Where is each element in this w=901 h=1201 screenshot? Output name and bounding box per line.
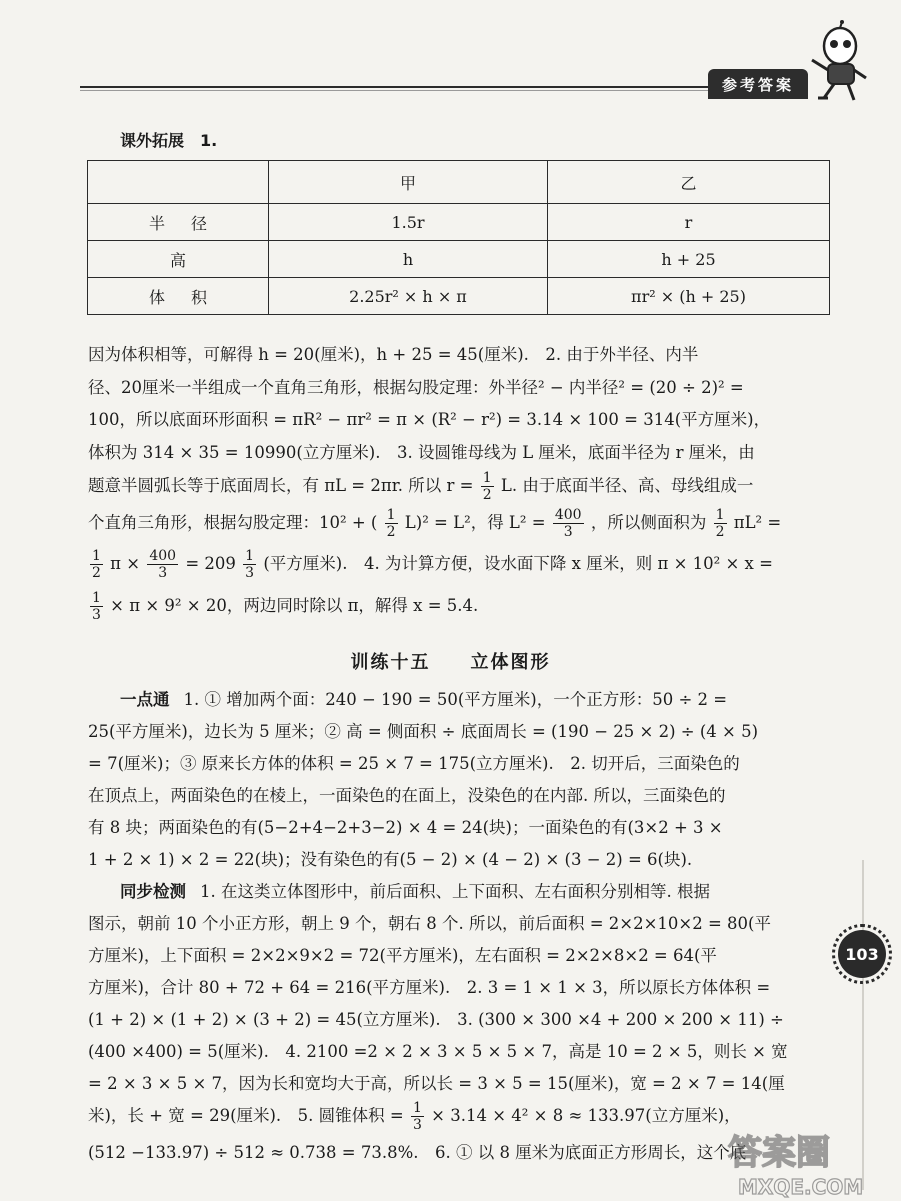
text-line: 图示，朝前 10 个小正方形，朝上 9 个，朝右 8 个. 所以，前后面积 = 2×2×10×2 = 80(平 xyxy=(88,914,771,933)
text-line-with-fraction: 个直角三角形，根据勾股定理：10² + ( $\frac{1}{2}$ L)² = L²，得 L² = $\frac{400}{3}$ ，所以侧面积为 $\frac{1}{2}$ πL² = xyxy=(88,507,782,540)
header-tab-reference-answers: 参考答案 xyxy=(708,69,808,99)
watermark-top-text: 答案圈 xyxy=(728,1133,830,1173)
table-row xyxy=(88,161,830,204)
header-rule-thin xyxy=(80,90,712,91)
text-line: = 7(厘米)；③ 原来长方体的体积 = 25 × 7 = 175(立方厘米). 2. 切开后，三面染色的 xyxy=(88,754,740,773)
fraction: $\frac{400}{3}$ xyxy=(149,548,177,581)
fraction: $\frac{1}{2}$ xyxy=(386,507,396,540)
table-cell: πr² × (h + 25) xyxy=(548,278,830,315)
fraction: $\frac{400}{3}$ xyxy=(554,507,582,540)
text-line: 在顶点上，两面染色的在棱上，一面染色的在面上，没染色的在内部. 所以，三面染色的 xyxy=(88,786,726,805)
section-label-extension: 课外拓展 1. xyxy=(120,131,218,150)
table-cell: h xyxy=(269,241,548,278)
table-header-cell: 甲 xyxy=(269,161,548,204)
fraction: $\frac{1}{3}$ xyxy=(92,590,101,623)
table-row xyxy=(88,241,830,278)
text-line: 25(平方厘米)，边长为 5 厘米；② 高 = 侧面积 ÷ 底面周长 = (190 − 25 × 2) ÷ (4 × 5) xyxy=(88,722,759,741)
text-line: (400 ×400) = 5(厘米). 4. 2100 =2 × 2 × 3 × 5 × 5 × 7，高是 10 = 2 × 5，则长 × 宽 xyxy=(88,1042,788,1061)
text-line: 径、20厘米一半组成一个直角三角形，根据勾股定理：外半径² − 内半径² = (20 ÷ 2)² = xyxy=(88,378,744,397)
table-cell: 体积 xyxy=(88,278,269,315)
text-line: 一点通 1. ① 增加两个面：240 − 190 = 50(平方厘米)，一个正方形：50 ÷ 2 = xyxy=(120,690,728,709)
text-line: 方厘米)，合计 80 + 72 + 64 = 216(平方厘米). 2. 3 = 1 × 1 × 3，所以原长方体体积 = xyxy=(88,978,771,997)
lesson-title: 训练十五 立体图形 xyxy=(350,652,551,673)
header-rule xyxy=(80,86,712,88)
table-header-cell: 乙 xyxy=(548,161,830,204)
text-line: 100，所以底面环形面积 = πR² − πr² = π × (R² − r²) = 3.14 × 100 = 314(平方厘米)， xyxy=(88,410,771,429)
text-line: (1 + 2) × (1 + 2) × (3 + 2) = 45(立方厘米). 3. (300 × 300 ×4 + 200 × 200 × 11) ÷ xyxy=(88,1010,784,1029)
table-row xyxy=(88,278,830,315)
table-cell: r xyxy=(548,204,830,241)
table-cell: 半径 xyxy=(88,204,269,241)
text-line: 1 + 2 × 1) × 2 = 22(块)；没有染色的有(5 − 2) × (4 − 2) × (3 − 2) = 6(块). xyxy=(88,850,693,869)
answer-table xyxy=(87,160,830,315)
text-line: 同步检测 1. 在这类立体图形中，前后面积、上下面积、左右面积分别相等. 根据 xyxy=(120,882,710,901)
text-line: = 2 × 3 × 5 × 7，因为长和宽均大于高，所以长 = 3 × 5 = 15(厘米)，宽 = 2 × 7 = 14(厘 xyxy=(88,1074,785,1093)
fraction: $\frac{1}{3}$ xyxy=(413,1100,422,1133)
table-row xyxy=(88,204,830,241)
text-line: (512 −133.97) ÷ 512 ≈ 0.738 = 73.8%. 6. ① 以 8 厘米为底面正方形周长，这个底 xyxy=(88,1143,747,1162)
fraction: $\frac{1}{2}$ xyxy=(715,507,725,540)
table-cell: 1.5r xyxy=(269,204,548,241)
table-header-cell xyxy=(88,161,269,204)
fraction: $\frac{1}{2}$ xyxy=(92,548,101,581)
text-line-with-fraction: 题意半圆弧长等于底面周长，有 πL = 2πr. 所以 r = $\frac{1}{2}$ L. 由于底面半径、高、母线组成一 xyxy=(88,470,754,503)
page-number-badge: 103 xyxy=(838,930,886,978)
text-line: 因为体积相等，可解得 h = 20(厘米)，h + 25 = 45(厘米). 2. 由于外半径、内半 xyxy=(88,345,699,364)
text-line-with-fraction: 米)，长 + 宽 = 29(厘米). 5. 圆锥体积 = $\frac{1}{3}$ × 3.14 × 4² × 8 ≈ 133.97(立方厘米)， xyxy=(88,1100,741,1133)
table-cell: 高 xyxy=(88,241,269,278)
fraction: $\frac{1}{3}$ xyxy=(245,548,255,581)
text-line-with-fraction: $\frac{1}{3}$ × π × 9² × 20，两边同时除以 π，解得 x = 5.4. xyxy=(92,590,479,623)
table-cell: h + 25 xyxy=(548,241,830,278)
robot-mascot-icon xyxy=(804,20,872,102)
watermark-bottom-text: MXQE.COM xyxy=(738,1175,864,1199)
text-line-with-fraction: $\frac{1}{2}$ π × $\frac{400}{3}$ = 209 $\frac{1}{3}$ (平方厘米). 4. 为计算方便，设水面下降 x 厘米，则 π × 10² × x = xyxy=(92,548,773,581)
text-line: 方厘米)，上下面积 = 2×2×9×2 = 72(平方厘米)，左右面积 = 2×2×8×2 = 64(平 xyxy=(88,946,717,965)
text-line: 体积为 314 × 35 = 10990(立方厘米). 3. 设圆锥母线为 L 厘米，底面半径为 r 厘米，由 xyxy=(88,443,755,462)
section-label-key-points: 一点通 xyxy=(120,690,170,709)
table-cell: 2.25r² × h × π xyxy=(269,278,548,315)
section-label-sync-check: 同步检测 xyxy=(120,882,186,901)
fraction: $\frac{1}{2}$ xyxy=(482,470,492,503)
text-line: 有 8 块；两面染色的有(5−2+4−2+3−2) × 4 = 24(块)；一面染色的有(3×2 + 3 × xyxy=(88,818,723,837)
watermark-logo xyxy=(708,1128,898,1200)
